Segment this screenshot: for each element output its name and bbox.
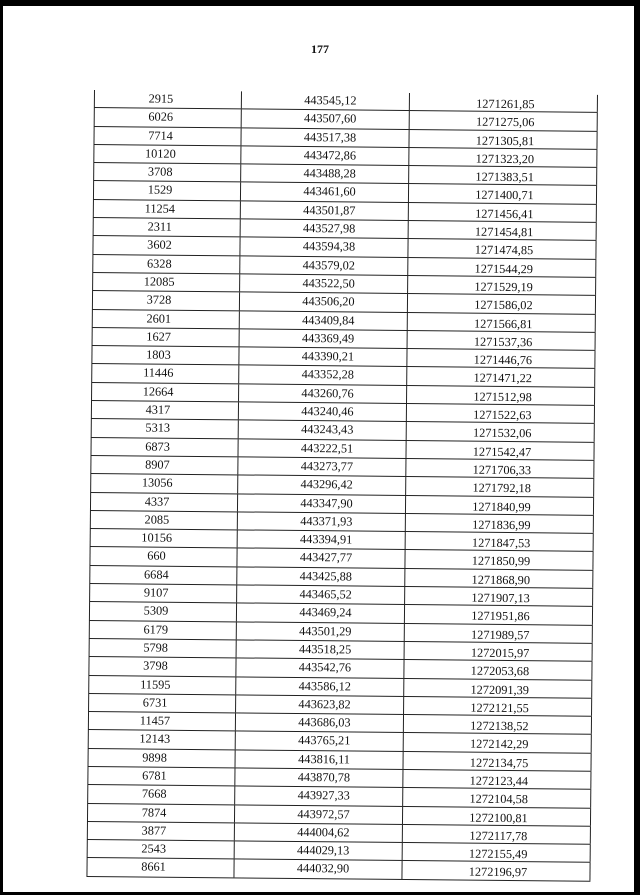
point-id-cell: 11595 [88, 675, 236, 694]
x-coordinate-cell: 443623,82 [236, 695, 404, 714]
point-id-cell: 5798 [89, 639, 237, 658]
point-id-cell: 12664 [91, 383, 239, 402]
x-coordinate-cell: 443765,21 [236, 732, 404, 751]
point-id-cell: 2915 [94, 90, 242, 109]
x-coordinate-cell: 443461,60 [241, 183, 409, 202]
y-coordinate-cell: 1272100,81 [403, 807, 591, 826]
x-coordinate-cell: 443243,43 [239, 421, 407, 440]
y-coordinate-cell: 1272091,39 [404, 679, 592, 698]
point-id-cell: 13056 [90, 474, 238, 493]
x-coordinate-cell: 443469,24 [237, 604, 405, 623]
x-coordinate-cell: 443517,38 [241, 128, 409, 147]
point-id-cell: 1529 [93, 181, 241, 200]
x-coordinate-cell: 443501,87 [241, 201, 409, 220]
point-id-cell: 660 [89, 547, 237, 566]
point-id-cell: 2543 [87, 840, 235, 859]
y-coordinate-cell: 1271275,06 [410, 111, 598, 130]
y-coordinate-cell: 1271566,81 [408, 313, 596, 332]
scan-border-right [634, 0, 640, 895]
x-coordinate-cell: 443501,29 [237, 622, 405, 641]
point-id-cell: 8661 [86, 858, 234, 877]
point-id-cell: 7668 [87, 785, 235, 804]
point-id-cell: 8907 [90, 456, 238, 475]
x-coordinate-cell: 443506,20 [240, 293, 408, 312]
y-coordinate-cell: 1272104,58 [403, 788, 591, 807]
y-coordinate-cell: 1272015,97 [405, 642, 593, 661]
y-coordinate-cell: 1272123,44 [403, 770, 591, 789]
x-coordinate-cell: 443579,02 [240, 256, 408, 275]
y-coordinate-cell: 1271446,76 [407, 349, 595, 368]
point-id-cell: 6781 [87, 767, 235, 786]
x-coordinate-cell: 444004,62 [235, 823, 403, 842]
y-coordinate-cell: 1271522,63 [407, 404, 595, 423]
scan-border-top [0, 0, 640, 6]
point-id-cell: 6731 [88, 694, 236, 713]
coordinates-table [86, 90, 598, 882]
y-coordinate-cell: 1271868,90 [405, 569, 593, 588]
y-coordinate-cell: 1271323,20 [409, 148, 597, 167]
page-number: 177 [311, 42, 329, 56]
point-id-cell: 1627 [92, 328, 240, 347]
x-coordinate-cell: 443394,91 [238, 531, 406, 550]
x-coordinate-cell: 444032,90 [234, 860, 402, 879]
y-coordinate-cell: 1271400,71 [409, 185, 597, 204]
point-id-cell: 11457 [88, 712, 236, 731]
y-coordinate-cell: 1271836,99 [406, 514, 594, 533]
y-coordinate-cell: 1271989,57 [405, 624, 593, 643]
x-coordinate-cell: 443488,28 [241, 165, 409, 184]
point-id-cell: 2085 [90, 511, 238, 530]
point-id-cell: 3877 [87, 822, 235, 841]
x-coordinate-cell: 443347,90 [238, 494, 406, 513]
point-id-cell: 10120 [93, 145, 241, 164]
y-coordinate-cell: 1271951,86 [405, 605, 593, 624]
y-coordinate-cell: 1272142,29 [404, 733, 592, 752]
y-coordinate-cell: 1272121,55 [404, 697, 592, 716]
point-id-cell: 10156 [90, 529, 238, 548]
y-coordinate-cell: 1272134,75 [403, 752, 591, 771]
point-id-cell: 11254 [93, 200, 241, 219]
x-coordinate-cell: 443472,86 [241, 146, 409, 165]
x-coordinate-cell: 443507,60 [242, 110, 410, 129]
x-coordinate-cell: 443686,03 [236, 713, 404, 732]
point-id-cell: 6873 [90, 438, 238, 457]
y-coordinate-cell: 1271474,85 [408, 239, 596, 258]
point-id-cell: 12085 [92, 273, 240, 292]
point-id-cell: 3602 [92, 236, 240, 255]
point-id-cell: 6328 [92, 255, 240, 274]
point-id-cell: 5313 [91, 419, 239, 438]
y-coordinate-cell: 1271544,29 [408, 258, 596, 277]
table-row [86, 858, 590, 881]
y-coordinate-cell: 1271532,06 [407, 422, 595, 441]
point-id-cell: 12143 [88, 730, 236, 749]
x-coordinate-cell: 443222,51 [238, 439, 406, 458]
y-coordinate-cell: 1272138,52 [404, 715, 592, 734]
x-coordinate-cell: 443542,76 [236, 659, 404, 678]
x-coordinate-cell: 443369,49 [240, 329, 408, 348]
x-coordinate-cell: 443409,84 [240, 311, 408, 330]
x-coordinate-cell: 443927,33 [235, 787, 403, 806]
x-coordinate-cell: 444029,13 [235, 842, 403, 861]
scan-border-left [0, 0, 3, 895]
x-coordinate-cell: 443545,12 [242, 91, 410, 110]
y-coordinate-cell: 1271383,51 [409, 166, 597, 185]
y-coordinate-cell: 1271261,85 [410, 93, 598, 112]
point-id-cell: 2601 [92, 310, 240, 329]
y-coordinate-cell: 1271586,02 [408, 294, 596, 313]
x-coordinate-cell: 443390,21 [239, 348, 407, 367]
point-id-cell: 9898 [88, 749, 236, 768]
x-coordinate-cell: 443972,57 [235, 805, 403, 824]
x-coordinate-cell: 443816,11 [236, 750, 404, 769]
y-coordinate-cell: 1271471,22 [407, 367, 595, 386]
x-coordinate-cell: 443427,77 [237, 549, 405, 568]
x-coordinate-cell: 443260,76 [239, 384, 407, 403]
point-id-cell: 2311 [93, 218, 241, 237]
y-coordinate-cell: 1271529,19 [408, 276, 596, 295]
point-id-cell: 7874 [87, 804, 235, 823]
y-coordinate-cell: 1271847,53 [406, 532, 594, 551]
x-coordinate-cell: 443522,50 [240, 274, 408, 293]
y-coordinate-cell: 1271542,47 [406, 441, 594, 460]
point-id-cell: 6179 [89, 621, 237, 640]
point-id-cell: 3708 [93, 163, 241, 182]
y-coordinate-cell: 1271907,13 [405, 587, 593, 606]
y-coordinate-cell: 1272155,49 [403, 843, 591, 862]
x-coordinate-cell: 443273,77 [238, 457, 406, 476]
x-coordinate-cell: 443594,38 [240, 238, 408, 257]
point-id-cell: 4317 [91, 401, 239, 420]
point-id-cell: 7714 [93, 127, 241, 146]
x-coordinate-cell: 443518,25 [237, 640, 405, 659]
y-coordinate-cell: 1271792,18 [406, 477, 594, 496]
point-id-cell: 3798 [88, 657, 236, 676]
x-coordinate-cell: 443352,28 [239, 366, 407, 385]
x-coordinate-cell: 443465,52 [237, 585, 405, 604]
y-coordinate-cell: 1271456,41 [409, 203, 597, 222]
point-id-cell: 4337 [90, 493, 238, 512]
y-coordinate-cell: 1272053,68 [404, 660, 592, 679]
y-coordinate-cell: 1271512,98 [407, 386, 595, 405]
point-id-cell: 6684 [89, 566, 237, 585]
point-id-cell: 11446 [91, 364, 239, 383]
x-coordinate-cell: 443870,78 [235, 768, 403, 787]
x-coordinate-cell: 443296,42 [238, 476, 406, 495]
x-coordinate-cell: 443527,98 [241, 219, 409, 238]
x-coordinate-cell: 443371,93 [238, 512, 406, 531]
y-coordinate-cell: 1271537,36 [408, 331, 596, 350]
point-id-cell: 1803 [91, 346, 239, 365]
x-coordinate-cell: 443240,46 [239, 402, 407, 421]
point-id-cell: 9107 [89, 584, 237, 603]
y-coordinate-cell: 1271454,81 [409, 221, 597, 240]
point-id-cell: 5309 [89, 602, 237, 621]
y-coordinate-cell: 1271706,33 [406, 459, 594, 478]
y-coordinate-cell: 1271305,81 [409, 130, 597, 149]
point-id-cell: 3728 [92, 291, 240, 310]
x-coordinate-cell: 443425,88 [237, 567, 405, 586]
y-coordinate-cell: 1271840,99 [406, 496, 594, 515]
y-coordinate-cell: 1272196,97 [402, 861, 590, 880]
point-id-cell: 6026 [94, 108, 242, 127]
y-coordinate-cell: 1271850,99 [405, 550, 593, 569]
x-coordinate-cell: 443586,12 [236, 677, 404, 696]
y-coordinate-cell: 1272117,78 [403, 825, 591, 844]
